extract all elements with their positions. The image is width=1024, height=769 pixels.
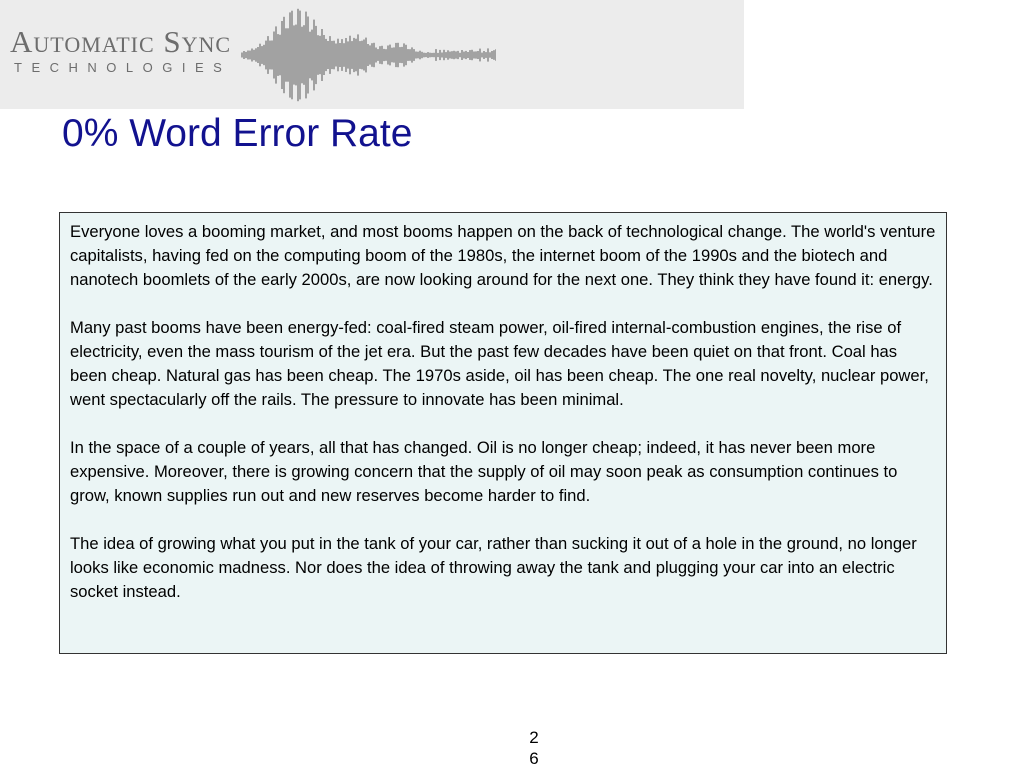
company-logo xyxy=(10,26,231,75)
slide-title: 0% Word Error Rate xyxy=(62,112,413,155)
paragraph-1: Everyone loves a booming market, and most booms happen on the back of technological change. The world's venture capitalists, having fed on the computing boom of the 1980s, the internet boom of the 1990s and the biotech and nanotech boomlets of the early 2000s, are now looking around for the next one. They think they have found it: energy. xyxy=(70,222,936,289)
audio-waveform-icon xyxy=(240,4,496,106)
article-text-box xyxy=(59,212,947,654)
paragraph-2: Many past booms have been energy-fed: coal-fired steam power, oil-fired internal-combustion engines, the rise of electricity, even the mass tourism of the jet era. But the past few decades have been quiet on that front. Coal has been cheap. Natural gas has been cheap. The 1970s aside, oil has been cheap. The one real novelty, nuclear power, went spectacularly off the rails. The pressure to innovate has been minimal. xyxy=(70,318,929,409)
paragraph-3: In the space of a couple of years, all that has changed. Oil is no longer cheap; indeed, it has never been more expensive. Moreover, there is growing concern that the supply of oil may soon peak as consumption continues to grow, known supplies run out and new reserves become harder to find. xyxy=(70,438,898,505)
paragraph-4: The idea of growing what you put in the tank of your car, rather than sucking it out of a hole in the ground, no longer looks like economic madness. Nor does the idea of throwing away the tank and plugging your car into an electric socket instead. xyxy=(70,534,917,601)
logo-banner xyxy=(0,0,744,109)
page-number: 26 xyxy=(529,728,539,768)
logo-wordmark: Automatic Sync xyxy=(10,24,232,59)
logo-subtitle: TECHNOLOGIES xyxy=(14,60,232,75)
